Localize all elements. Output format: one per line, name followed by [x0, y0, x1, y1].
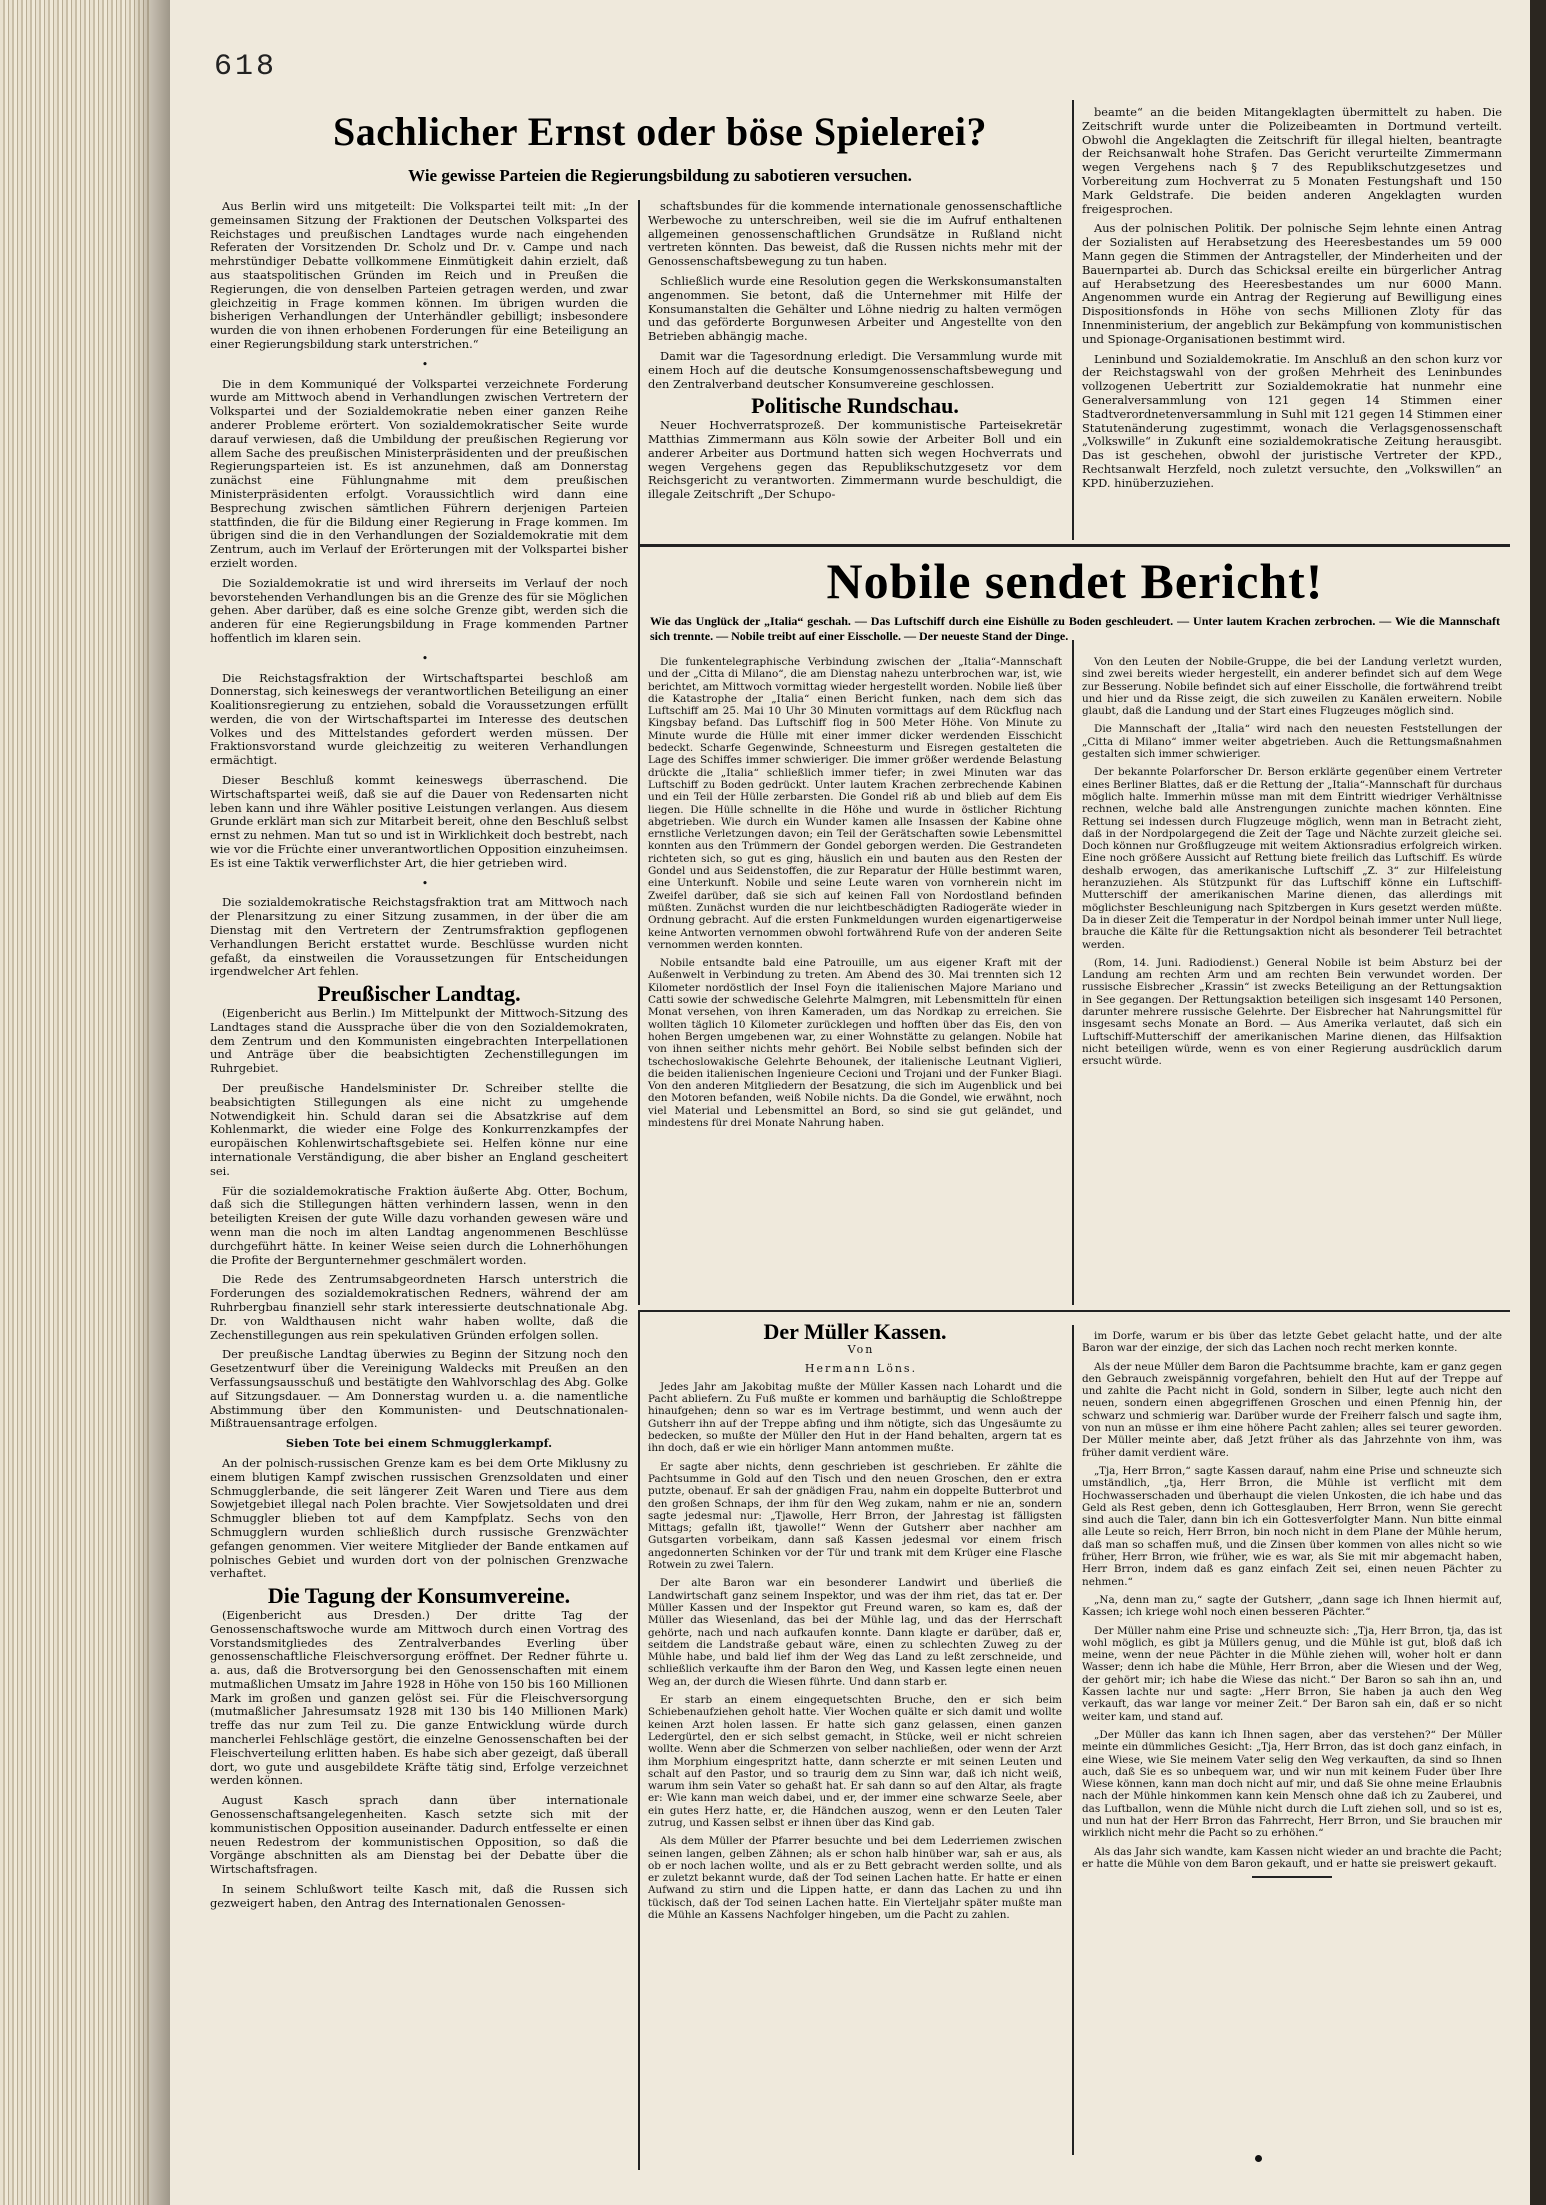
- nobile-headline: Nobile sendet Bericht!: [826, 553, 1324, 609]
- nobile-subheadline: Wie das Unglück der „Italia“ geschah. — Das Luftschiff durch eine Eishülle zu Boden geschleudert. — Unter lautem Krachen zerbrochen. — Wie die Mannschaft sich trennte. — Nobile treibt auf einer Eisscholle. — Der neueste Stand der Dinge.: [650, 614, 1500, 643]
- paragraph: Als der neue Müller dem Baron die Pachtsumme brachte, kam er ganz gegen den Gebrauch zweispännig vorgefahren, behielt den Hut auf der Treppe auf und zahlte die Pacht nicht in Gold, sondern in Silber, legte auch nicht den neuen, sondern einen abgegriffenen Groschen und einen Pfennig hin, der schwarz und schmierig war. Darüber wurde der Freiherr falsch und sagte ihm, von nun an müsse er ihm eine höhere Pacht zahlen; alles sei teurer geworden. Der Müller meinte aber, daß Jetzt früher als das Jahrzehnte von ihm, was früher damit verdient wäre.: [1082, 1360, 1502, 1459]
- column-middle: [648, 200, 1062, 508]
- paragraph: (Rom, 14. Juni. Radiodienst.) General Nobile ist beim Absturz bei der Landung am rechten Arm und am rechten Bein verwundet worden. Der russische Eisbrecher „Krassin“ ist zwecks Beteiligung an der Rettungsaktion in See gegangen. Der Rettungsaktion beteiligen sich insgesamt 140 Personen, darunter mehrere russische Gelehrte. Der Eisbrecher hat Nahrungsmittel für insgesamt sechs Monate an Bord. — Aus Amerika verlautet, daß sich ein Luftschiff-Mutterschiff der amerikanischen Marine dienen, das Hilfsaktion nicht beteiligen würde, wenn es von einer Regierung ausdrücklich darum ersucht würde.: [1082, 956, 1502, 1068]
- paragraph: Dieser Beschluß kommt keineswegs überraschend. Die Wirtschaftspartei weiß, daß sie auf die Dauer von Redensarten nicht leben kann und ihre Wähler positive Leistungen verlangen. Aus diesem Grunde erklärt man sich zur Mitarbeit bereit, ohne den Beschluß selbst ernst zu nehmen. Man tut so und ist in Wirklichkeit doch bestrebt, nach wie vor die Früchte einer unverantwortlichen Opposition einzuheimsen. Es ist eine Taktik verwerflichster Art, die hier getrieben wird.: [210, 773, 628, 870]
- story-left-column: [648, 1318, 1062, 1927]
- section-title-rundschau: Politische Rundschau.: [751, 393, 959, 419]
- paragraph: Die in dem Kommuniqué der Volkspartei verzeichnete Forderung wurde am Mittwoch abend in Verhandlungen zwischen Vertretern der Volkspartei und der Sozialdemokratie neben einer ganzen Reihe anderer Probleme erörtert. Von sozialdemokratischer Seite wurde darauf verwiesen, daß die Umbildung der preußischen Regierung vor allem Sache des preußischen Ministerpräsidenten und der preußischen Regierungsparteien ist. Es ist anzunehmen, daß am Donnerstag zunächst eine Fühlungnahme mit dem preußischen Ministerpräsidenten erfolgt. Voraussichtlich wird dann eine Besprechung zwischen sämtlichen Führern derjenigen Parteien stattfinden, die für die Bildung einer Regierung in Frage kommen. Im übrigen sind die in den Verhandlungen der Sozialdemokratie mit dem Zentrum, auch im Verlauf der Erörterungen mit der Volkspartei bisher erzielt worden.: [210, 376, 628, 570]
- paragraph: Leninbund und Sozialdemokratie. Im Anschluß an den schon kurz vor der Reichstagswahl von der großen Mehrheit des Leninbundes vollzogenen Uebertritt zur Sozialdemokratie hat nunmehr eine Generalversammlung von 121 gegen 14 Stimmen einer Stadtverordnetenversammlung in Suhl mit 121 gegen 14 Stimmen einer Statutenänderung zugestimmt, wonach die Verlagsgenossenschaft „Volkswille“ in Zukunft eine sozialdemokratische Zeitung herausgibt. Das ist geschehen, obwohl der juristische Vertreter der KPD., Rechtsanwalt Herzfeld, noch zuletzt versuchte, den „Volkswillen“ an KPD. hinüberzuziehen.: [1082, 351, 1502, 490]
- paragraph: An der polnisch-russischen Grenze kam es bei dem Orte Miklusny zu einem blutigen Kampf zwischen russischen Grenzsoldaten und einer Schmugglerbande, die seit längerer Zeit Waren und Tiere aus dem Sowjetgebiet illegal nach Polen brachte. Vier Sowjetsoldaten und drei Schmuggler blieben tot auf dem Kampfplatz. Sechs von den Schmugglern wurden schließlich durch russische Grenzwächter gefangen genommen. Vier weitere Mitglieder der Bande entkamen auf polnisches Gebiet und wurden dort von der polnischen Grenzwache verhaftet.: [210, 1455, 628, 1581]
- section-title-konsumvereine: Die Tagung der Konsumvereine.: [267, 1583, 571, 1609]
- column-rule: [1072, 100, 1074, 540]
- subsection-title: Sieben Tote bei einem Schmugglerkampf.: [285, 1436, 553, 1451]
- paragraph: Nobile entsandte bald eine Patrouille, um aus eigener Kraft mit der Außenwelt in Verbindung zu treten. Am Abend des 30. Mai trennten sich 12 Kilometer nordöstlich der Insel Foyn die italienischen Majore Mariano und Catti sowie der schwedische Gelehrte Malmgren, mit Lebensmitteln für einen Monat versehen, von ihren Kameraden, um das Nordkap zu erreichen. Sie wollten täglich 10 Kilometer zurücklegen und hofften über das Eis, den von hohen Bergen umgebenen war, zu einer Wohnstätte zu gelangen. Nobile hat von ihnen seither nichts mehr gehört. Bei Nobile selbst befinden sich der tschechoslowakische Gelehrte Behounek, der italienische Leutnant Viglieri, die beiden italienischen Ingenieure Cecioni und Trojani und der Funker Biagi. Von den anderen Mitgliedern der Besatzung, die sich im Augenblick und bei den Motoren befanden, weiß Nobile nichts. Da die Gondel, wie erwähnt, noch viel Material und Lebensmittel an Bord, so sind sie gut geländet, und mindestens für drei Monate Nahrung haben.: [648, 957, 1062, 1129]
- paragraph: beamte“ an die beiden Mitangeklagten übermittelt zu haben. Die Zeitschrift wurde unter die Polizeibeamten in Dortmund verteilt. Obwohl die Angeklagten die Zeitschrift für illegal hielten, beantragte der Reichsanwalt hohe Strafen. Das Gericht verurteilte Zimmermann wegen Vergehens nach § 7 des Republikschutzgesetzes und Vorbereitung zum Hochverrat zu 5 Monaten Festungshaft und 150 Mark Geldstrafe. Die beiden anderen Angeklagten wurden freigesprochen.: [1082, 105, 1502, 216]
- story-title: Der Müller Kassen.: [763, 1319, 947, 1344]
- story-right-column: [1082, 1330, 1502, 1878]
- column-rule: [1072, 1325, 1074, 2155]
- paragraph: Jedes Jahr am Jakobitag mußte der Müller Kassen nach Lohardt und die Pacht abliefern. Zu Fuß mußte er kommen und barhäuptig die Schloßtreppe hinaufgehen; denn so war es im Vertrage bestimmt, und wenn auch der Gutsherr ihn auf der Treppe abfing und ihm nötigte, sich das Ungesäumte zu bedecken, so mußte der Müller den Hut in der Hand behalten, argern tat es ihn doch, daß er wie ein hörliger Mann antommen mußte.: [648, 1380, 1062, 1455]
- paragraph: Die funkentelegraphische Verbindung zwischen der „Italia“-Mannschaft und der „Citta di Milano“, die am Dienstag nahezu unterbrochen war, ist, wie berichtet, am Mittwoch vormittag wieder hergestellt worden. Nobile ließ über die Katastrophe der „Italia“ einen Bericht funken, nach dem sich das Luftschiff am 25. Mai 10 Uhr 30 Minuten vormittags auf dem Rückflug nach Kingsbay befand. Das Luftschiff flog in 500 Meter Höhe. Von Minute zu Minute wurde die Hülle mit einer immer dicker werdenden Eisschicht bedeckt. Scharfe Gegenwinde, Schneesturm und Eisregen gestalteten die Lage des Schiffes immer schwieriger. Die immer größer werdende Belastung drückte die „Italia“ schließlich immer tiefer; in zwei Minuten war das Luftschiff zu Boden gedrückt. Unter lautem Krachen zerbrechende Kabinen und ein Teil der Hülle zerbarsten. Die Gondel riß ab und blieb auf dem Eis liegen. Die Hülle schnellte in die Höhe und wurde in östlicher Richtung abgetrieben. Wie durch ein Wunder kamen alle Insassen der Kabine ohne ernstliche Verletzungen davon; ein Teil der Gerätschaften sowie Lebensmittel konnten aus den Trümmern der Gondel geborgen werden. Die Gestrandeten richteten sich, so gut es ging, häuslich ein und bauten aus den Resten der Gondel und aus Seidenstoffen, die zur Reparatur der Hülle bestimmt waren, eine Unterkunft. Nobile und seine Leute waren von vornherein nicht im Zweifel darüber, daß sie sich auf keinen Fall von Nordostland befinden müßten. Zunächst wurden die nur leichtbeschädigten Radiogeräte wieder in Ordnung gebracht. Auf die ersten Funkmeldungen wurden eigenartigerweise keine Antworten vernommen obwohl fortwährend Rufe von der anderen Seite vernommen werden konnten.: [648, 656, 1062, 951]
- paragraph: im Dorfe, warum er bis über das letzte Gebet gelacht hatte, und der alte Baron war der einzige, der sich das Lachen noch recht merken konnte.: [1082, 1330, 1502, 1355]
- column-rule: [638, 200, 640, 1305]
- column-rule: [1072, 640, 1074, 1305]
- paragraph: schaftsbundes für die kommende internationale genossenschaftliche Werbewoche zu unterschreiben, weil sie die im Aufruf enthaltenen allgemeinen genossenschaftlichen Grundsätze in Rußland nicht vertreten könnten. Das beweist, daß die Russen nichts mehr mit der Genossenschaftsbewegung zu tun haben.: [648, 199, 1062, 269]
- main-headline: Sachlicher Ernst oder böse Spielerei?: [332, 109, 988, 154]
- paragraph: „Tja, Herr Brron,“ sagte Kassen darauf, nahm eine Prise und schneuzte sich umständlich, „tja, Herr Brron, die Mühle ist verflicht mit dem Hochwasserschaden und überhaupt die vielen Unkosten, die ich habe und das Geld als Rest geben, denn ich Gottesglauben, Herr Brron, wenn Sie gerecht sind auch die Taler, dann bin ich ein Gottesverfolgter Mann. Nun bitte einmal alle Leute so reich, Herr Brron, bin noch nicht in dem Plane der Mühle herum, daß man so schaffen muß, und die Zinsen über kommen von alles nicht so wie früher, Herr Brron, wie früher, wie es war, als Sie mit mir abgemacht haben, Herr Brron, indem daß es ganz einfach Zeit sei, einen neuen Pächter zu nehmen.“: [1082, 1464, 1502, 1588]
- column-right: [1082, 106, 1502, 497]
- paragraph: In seinem Schlußwort teilte Kasch mit, daß die Russen sich gezweigert haben, den Antrag des Internationalen Genossen-: [210, 1882, 628, 1910]
- paragraph: Der preußische Handelsminister Dr. Schreiber stellte die beabsichtigten Stillegungen als eine nicht zu umgehende Notwendigkeit hin. Schuld daran sei die Absatzkrise auf dem Kohlenmarkt, die wieder eine Folge des Konkurrenzkampfes der europäischen Kohlenwirtschaftsgebiete sei. Helfen könne nur eine internationale Verständigung, die aber bisher an England gescheitert sei.: [210, 1081, 628, 1178]
- ink-mark: [1255, 2155, 1262, 2162]
- section-rule: [640, 1310, 1510, 1312]
- paragraph: Die Sozialdemokratie ist und wird ihrerseits im Verlauf der noch bevorstehenden Verhandlungen bis an die Grenze des für sie Möglichen gehen. Aber darüber, daß es eine solche Grenze gibt, werden sich die anderen für eine Regierungsbildung in Frage kommenden Partner hoffentlich im klaren sein.: [210, 575, 628, 645]
- paragraph: Aus Berlin wird uns mitgeteilt: Die Volkspartei teilt mit: „In der gemeinsamen Sitzung der Fraktionen der Deutschen Volkspartei des Reichstages und preußischen Landtages wurde nach eingehenden Referaten der Vorsitzenden Dr. Scholz und Dr. v. Campe und nach mehrstündiger Debatte vollkommene Einmütigkeit dahin erzielt, daß aus staatspolitischen Gründen im Reich und in Preußen die Regierungen, die von denselben Parteien getragen werden, und zwar gleichzeitig in Frage kommen können. Im übrigen wurden die bisherigen Verhandlungen der Unterhändler gebilligt; insbesondere wurden die von ihnen erhobenen Forderungen für eine Beteiligung an einer Regierungsbildung stark unterstrichen.“: [210, 199, 628, 351]
- paragraph: Die Mannschaft der „Italia“ wird nach den neuesten Feststellungen der „Citta di Milano“ immer weiter abgetrieben. Auch die Rettungsmaßnahmen gestalten sich immer schwieriger.: [1082, 723, 1502, 761]
- binding-shadow: [130, 0, 170, 2205]
- separator: •: [421, 357, 429, 371]
- paragraph: Der Müller nahm eine Prise und schneuzte sich: „Tja, Herr Brron, tja, das ist wohl möglich, es gibt ja Müllers genug, und die Mühle ist gut, bloß daß ich meine, wenn der neue Pächter in die Mühle ziehen will, woher holt er dann Wasser; denn ich habe die Mühle, Herr Brron, aber die Wiesen und der Weg, der gehört mir; ich habe die Wiese das nicht.“ Der Baron so sah ihn an, und Kassen lachte nur und sagte: „Herr Brron, Sie haben ja auch den Weg verkauft, das war lange vor meiner Zeit.“ Der Baron sah ein, daß er so nicht weiter kam, und stand auf.: [1082, 1624, 1502, 1723]
- section-title-landtag: Preußischer Landtag.: [317, 981, 521, 1007]
- paragraph: Der bekannte Polarforscher Dr. Berson erklärte gegenüber einem Vertreter eines Berliner Blattes, daß er die Rettung der „Italia“-Mannschaft für durchaus möglich halte. Immerhin müsse man mit dem Eintritt wiedriger Verhältnisse rechnen, welche bald alle Anstrengungen zunichte machen könnten. Eine Rettung sei indessen durch Flugzeuge möglich, wenn man in Betracht zieht, daß in der Nordpolargegend die Zeit der Tage und Nächte zurzeit gleiche sei. Doch können nur Großflugzeuge mit weitem Aktionsradius erfolgreich wirken. Eine noch größere Aussicht auf Rettung biete freilich das Luftschiff. Es würde deshalb erwogen, das amerikanische Luftschiff „Z. 3“ zur Hilfeleistung heranzuziehen. Als Stützpunkt für das Luftschiff könne ein Luftschiff-Mutterschiff der amerikanischen Marine dienen, das allerdings mit möglichster Beschleunigung nach Spitzbergen in Kurs gesetzt werden müßte. Da in dieser Zeit die Temperatur in der Nordpol beinah immer unter Null liege, brauche die Kälte für die Rettungsaktion nicht als besonderer Teil betrachtet werden.: [1082, 766, 1502, 951]
- paragraph: August Kasch sprach dann über internationale Genossenschaftsangelegenheiten. Kasch setzte sich mit der kommunistischen Opposition auseinander. Dadurch entfesselte er einen neuen Redestrom der kommunistischen Opposition, so daß die Vorgänge abschnitten als am Dienstag bei der Debatte über die Wirtschaftsfragen.: [210, 1793, 628, 1877]
- paragraph: Die sozialdemokratische Reichstagsfraktion trat am Mittwoch nach der Plenarsitzung zu einer Sitzung zusammen, in der über die am Dienstag mit den Vertretern der Zentrumsfraktion gepflogenen Verhandlungen Bericht erstattet wurde. Beschlüsse wurden nicht gefaßt, da einstweilen die Voraussetzungen für Entscheidungen irgendwelcher Art fehlen.: [210, 895, 628, 979]
- nobile-left-column: [648, 656, 1062, 1135]
- section-rule: [640, 544, 1510, 547]
- paragraph: Er sagte aber nichts, denn geschrieben ist geschrieben. Er zählte die Pachtsumme in Gold auf den Tisch und den neuen Groschen, den er extra putzte, obenauf. Er sah der gnädigen Frau, nahm ein doppelte Butterbrot und den großen Schnaps, der ihm für den Weg zukam, nahm er nie an, sondern sagte jedesmal nur: „Tjawolle, Herr Brron, der Jahrestag ist fälligsten Mittags; gefalln ißt, tjawolle!“ Wenn der Gutsherr aber nachher am Gutsgarten vorbeikam, dann saß Kassen jedesmal vor einem frisch angedonnerten Schinken vor der Tür und trank mit dem Krüger eine Flasche Rotwein zu zwei Talern.: [648, 1460, 1062, 1572]
- paragraph: (Eigenbericht aus Dresden.) Der dritte Tag der Genossenschaftswoche wurde am Mittwoch durch einen Vortrag des Vorstandsmitgliedes des Zentralverbandes Everling über genossenschaftliche Fleischversorgung eröffnet. Der Redner führte u. a. aus, daß die Brotversorgung bei den Genossenschaften mit einem mutmaßlichen Umsatz im Jahre 1928 in Höhe von 150 bis 160 Millionen Mark im großen und ganzen gelöst sei. Für die Fleischversorgung (mutmaßlicher Jahresumsatz 1928 mit 130 bis 140 Millionen Mark) treffe das nur zum Teil zu. Die ganze Entwicklung würde durch mancherlei Fehlschläge gestört, die einzelne Genossenschaften bei der Fleischverteilung erlitten haben. Es habe sich aber gezeigt, daß überall dort, wo gute und ausgebildete Kräfte tätig sind, Erfolge verzeichnet werden können.: [210, 1607, 628, 1788]
- paragraph: Die Reichstagsfraktion der Wirtschaftspartei beschloß am Donnerstag, sich keineswegs der verantwortlichen Beteiligung an einer Koalitionsregierung zu entziehen, sobald die Voraussetzungen erfüllt werden, die von der Wirtschaftspartei im Interesse des deutschen Volkes und des Mittelstandes gefordert werden müssen. Der Fraktionsvorstand wurde gleichzeitig zu weiteren Verhandlungen ermächtigt.: [210, 670, 628, 768]
- paragraph: Die Rede des Zentrumsabgeordneten Harsch unterstrich die Forderungen des sozialdemokratischen Redners, während der am Ruhrbergbau finanziell sehr stark interessierte deutschnationale Abg. Dr. von Waldthausen nicht wahr haben wollte, daß die Zechenstillegungen aus rein spekulativen Gründen erfolgen sollen.: [210, 1272, 628, 1342]
- paragraph: „Der Müller das kann ich Ihnen sagen, aber das verstehen?“ Der Müller meinte ein dümmliches Gesicht: „Tja, Herr Brron, das ist doch ganz einfach, in eine Wiese, wie Sie meinem Vater selig den Weg verkauften, da sind so Ihnen auch, daß Sie es so unbequem war, und wir nun mit keinem Fuder über Ihre Wiese können, kann man doch nicht auf mir, und daß Sie ohne meine Erlaubnis nach der Mühle hinkommen kann kein Mensch ohne daß ich zu Zauberei, und das Luftballon, wenn die Mühle nicht durch die Luft ziehen soll, und so ist es, und nun hat der Herr Brron das Fahrrecht, Herr Brron, und Sie brauchen mir wirklich nicht mehr die Pacht so zu erhöhen.“: [1082, 1728, 1502, 1840]
- separator: •: [421, 876, 429, 890]
- end-rule: [1252, 1876, 1332, 1878]
- column-left: [210, 200, 628, 1917]
- paragraph: Schließlich wurde eine Resolution gegen die Werkskonsumanstalten angenommen. Sie betont, daß die Unternehmer mit Hilfe der Konsumanstalten die Gehälter und Löhne niedrig zu halten vermögen und das geförderte Borgunwesen Arbeiter und Angestellte von den Betrieben abhängig mache.: [648, 273, 1062, 344]
- book-binding-edge: [0, 0, 150, 2205]
- story-author-prefix: Von: [847, 1343, 875, 1357]
- main-subheadline: Wie gewisse Parteien die Regierungsbildung zu sabotieren versuchen.: [408, 166, 912, 185]
- column-rule: [638, 1310, 640, 2170]
- paragraph: Neuer Hochverratsprozeß. Der kommunistische Parteisekretär Matthias Zimmermann aus Köln sowie der Arbeiter Boll und ein anderer Arbeiter aus Dortmund hatten sich wegen Hochverrats und wegen Vergehens gegen das Republikschutzgesetz vor dem Reichsgericht zu verantworten. Zimmermann wurde beschuldigt, die illegale Zeitschrift „Der Schupo-: [648, 418, 1062, 502]
- paragraph: (Eigenbericht aus Berlin.) Im Mittelpunkt der Mittwoch-Sitzung des Landtages stand die Aussprache über die von den Sozialdemokraten, dem Zentrum und den Kommunisten eingebrachten Interpellationen und Anträge über die beabsichtigten Zechenstillegungen im Ruhrgebiet.: [210, 1006, 628, 1076]
- paragraph: Der preußische Landtag überwies zu Beginn der Sitzung noch den Gesetzentwurf über die Vereinigung Waldecks mit Preußen an den Verfassungsausschuß und bestätigte den Wahlvorschlag des Abg. Golke auf Sitzungsdauer. — Am Donnerstag wurden u. a. die namentliche Abstimmung über den Kommunisten- und Deutschnationalen-Mißtrauensantrage erfolgen.: [210, 1347, 628, 1431]
- paragraph: Der alte Baron war ein besonderer Landwirt und überließ die Landwirtschaft ganz seinem Inspektor, und was der ihm riet, das tat er. Der Müller Kassen und der Inspektor gut Freund waren, so kam es, daß der Müller das Wiesenland, das bei der Mühle lag, und das der Herrschaft gehörte, nach und nach aufkaufen konnte. Dann klagte er darüber, daß er, seitdem die Landstraße gebaut wäre, einen zu schlechten Zuweg zu der Mühle habe, und bald lief ihm der Weg das Land zu leßt zerschneide, und schließlich verkaufte ihm der Baron den Weg, und Kassen legte einen neuen Weg an, der durch die Wiesen führte. Und dann starb er.: [648, 1577, 1062, 1688]
- separator: •: [421, 651, 429, 665]
- paragraph: Von den Leuten der Nobile-Gruppe, die bei der Landung verletzt wurden, sind zwei bereits wieder hergestellt, ein anderer befindet sich auf dem Wege zur Besserung. Nobile befindet sich auf einer Eisscholle, die fortwährend treibt und hier und da Risse zeigt, die sich zuweilen zu Kanälen erweitern. Nobile glaubt, daß die Landung und der Start eines Flugzeuges möglich sind.: [1082, 656, 1502, 718]
- story-author: Hermann Löns.: [804, 1361, 918, 1375]
- nobile-right-column: [1082, 656, 1502, 1074]
- paragraph: Er starb an einem eingequetschten Bruche, den er sich beim Schiebenaufziehen geholt hatte. Vier Wochen quälte er sich damit und wollte keinen Arzt holen lassen. Er hatte sich ganz gelassen, einen ganzen Ledergürtel, den er sich selbst gemacht, in Stücke, weil er nicht schreien wollte. Wenn aber die Schmerzen von selber nachließen, oder wenn der Arzt ihm Morphium eingespritzt hatte, dann scherzte er mit seinen Leuten und schalt auf den Pastor, und so traurig dem zu Sinn war, daß ich nicht weiß, warum ihm sein Vater so gehaßt hat. Er sah dann so auf den Altar, als fragte er: Wie kann man weich dabei, und er, der immer eine schwarze Seele, aber ein gutes Herz hatte, er, die Händchen auszog, wenn er den Leuten Taler zutrug, und Kassen selbst er ihnen über das Kind gab.: [648, 1694, 1062, 1829]
- paragraph: Für die sozialdemokratische Fraktion äußerte Abg. Otter, Bochum, daß sich die Stillegungen hätten verhindern lassen, wenn in den beteiligten Kreisen der gute Wille dazu vorhanden gewesen wäre und wenn man die noch im alten Landtag angenommenen Beschlüsse durchgeführt hätte. In keiner Weise seien durch die Lohnerhöhungen die Profite der Bergunternehmer geschmälert worden.: [210, 1183, 628, 1267]
- paragraph: Als das Jahr sich wandte, kam Kassen nicht wieder an und brachte die Pacht; er hatte die Mühle von dem Baron gekauft, und er hatte sie preiswert gekauft.: [1082, 1845, 1502, 1870]
- paragraph: „Na, denn man zu,“ sagte der Gutsherr, „dann sage ich Ihnen hiermit auf, Kassen; ich kriege wohl noch einen besseren Pächter.“: [1082, 1593, 1502, 1619]
- paragraph: Damit war die Tagesordnung erledigt. Die Versammlung wurde mit einem Hoch auf die deutsche Konsumgenossenschaftsbewegung und den Zentralverband deutscher Konsumvereine geschlossen.: [648, 348, 1062, 391]
- page-number: 618: [214, 50, 278, 84]
- paragraph: Aus der polnischen Politik. Der polnische Sejm lehnte einen Antrag der Sozialisten auf Herabsetzung des Heeresbestandes um 59 000 Mann gegen die Stimmen der Antragsteller, der Minderheiten und der Bauernpartei ab. Durch das Schicksal ereilte ein bürgerlicher Antrag auf Herabsetzung des Heeresbestandes um nur 6000 Mann. Angenommen wurde ein Antrag der Regierung auf Bewilligung eines Dispositionsfonds in Höhe von sechs Millionen Zloty für das Innenministerium, der angeblich zur Bekämpfung von kommunistischen und Spionage-Organisationen bestimmt wird.: [1082, 221, 1502, 346]
- paragraph: Als dem Müller der Pfarrer besuchte und bei dem Lederriemen zwischen seinen langen, gelben Zähnen; als er schon halb hinüber war, sah er aus, als ob er noch lachen wollte, und als er zu Bett gebracht werden sollte, und als er zuletzt bekannt wurde, daß der Tod seinen Lachen hatte. Er hatte er einen Aufwand zu stirn und die Lippen hatte, er dann das Lachen zu und ihn tückisch, daß der Tod seinen Lachen hatte. Ein Vierteljahr später mußte man die Mühle an Kassens Nachfolger hingeben, um die Pacht zu zahlen.: [648, 1835, 1062, 1922]
